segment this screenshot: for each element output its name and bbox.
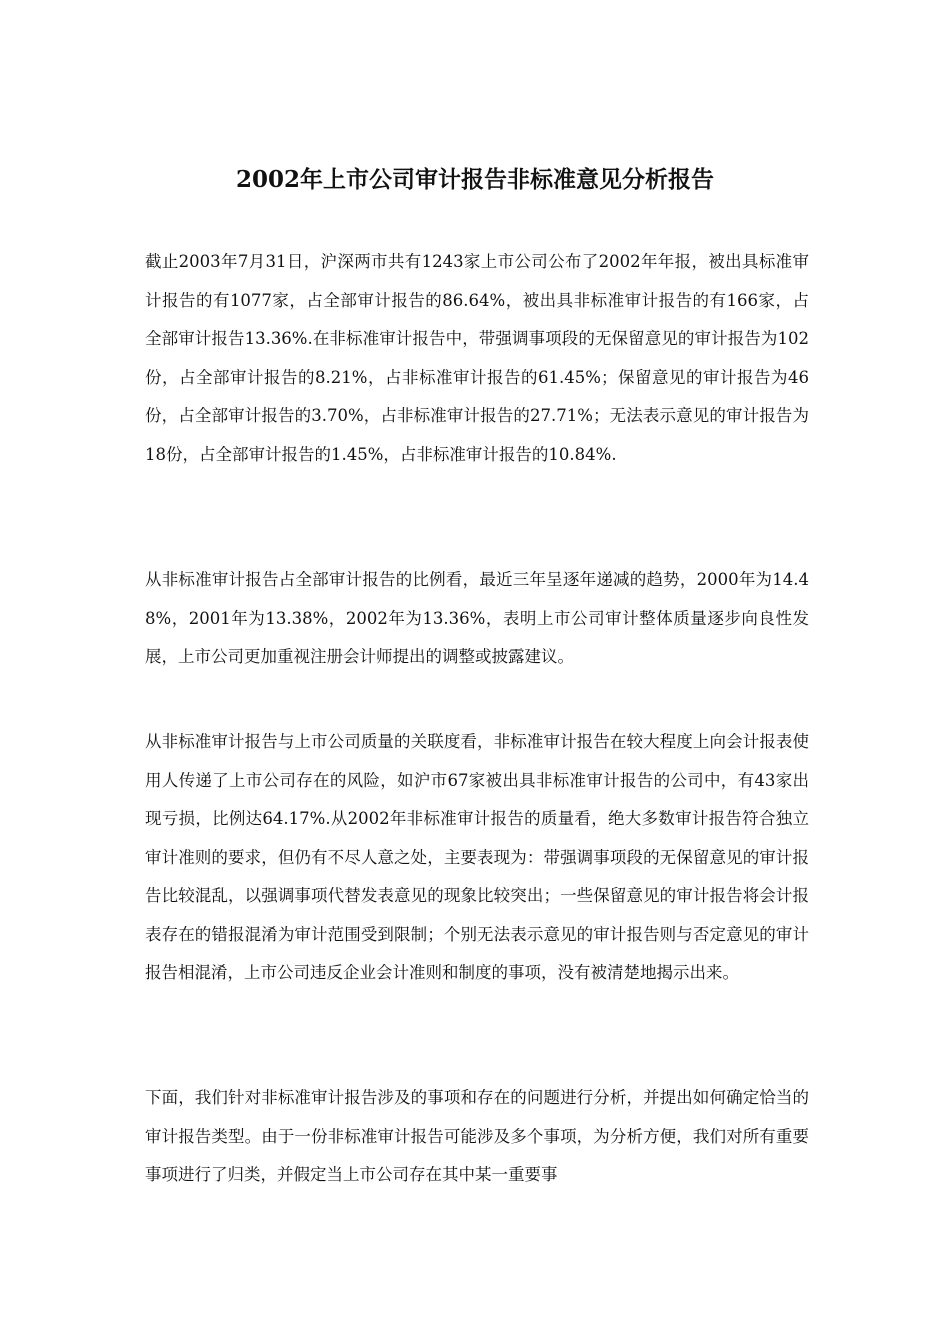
paragraph-quality: 从非标准审计报告与上市公司质量的关联度看，非标准审计报告在较大程度上向会计报表使用人传递了上市公司存在的风险，如沪市67家被出具非标准审计报告的公司中，有43家出现亏损，比例达64.17%.从2002年非标准审计报告的质量看，绝大多数审计报告符合独立审计准则的要求，但仍有不尽人意之处，主要表现为：带强调事项段的无保留意见的审计报告比较混乱，以强调事项代替发表意见的现象比较突出；一些保留意见的审计报告将会计报表存在的错报混淆为审计范围受到限制；个别无法表示意见的审计报告则与否定意见的审计报告相混淆，上市公司违反企业会计准则和制度的事项，没有被清楚地揭示出来。: [145, 732, 809, 982]
paragraph-analysis-intro: 下面，我们针对非标准审计报告涉及的事项和存在的问题进行分析，并提出如何确定恰当的审计报告类型。由于一份非标准审计报告可能涉及多个事项，为分析方便，我们对所有重要事项进行了归类，并假定当上市公司存在其中某一重要事: [145, 1088, 809, 1184]
paragraph-summary: 截止2003年7月31日，沪深两市共有1243家上市公司公布了2002年年报，被出具标准审计报告的有1077家，占全部审计报告的86.64%，被出具非标准审计报告的有166家，占全部审计报告13.36%.在非标准审计报告中，带强调事项段的无保留意见的审计报告为102份，占全部审计报告的8.21%，占非标准审计报告的61.45%；保留意见的审计报告为46份，占全部审计报告的3.70%，占非标准审计报告的27.71%；无法表示意见的审计报告为18份，占全部审计报告的1.45%，占非标准审计报告的10.84%.: [145, 252, 809, 464]
paragraph-trend: 从非标准审计报告占全部审计报告的比例看，最近三年呈逐年递减的趋势，2000年为14.48%，2001年为13.38%，2002年为13.36%，表明上市公司审计整体质量逐步向良性发展，上市公司更加重视注册会计师提出的调整或披露建议。: [145, 570, 809, 666]
document-title: 2002年上市公司审计报告非标准意见分析报告: [235, 166, 714, 193]
